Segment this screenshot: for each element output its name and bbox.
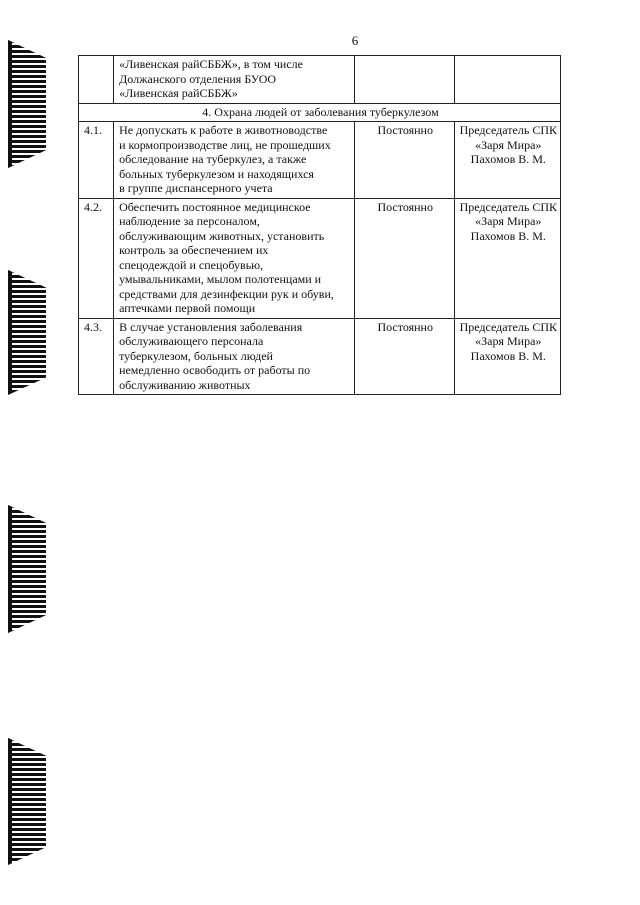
responsible-line: Пахомов В. М. bbox=[470, 152, 546, 166]
responsible-line: Председатель СПК bbox=[459, 199, 557, 214]
term-cell: Постоянно bbox=[354, 122, 454, 199]
responsible-cell bbox=[454, 318, 560, 395]
action-line: средствами для дезинфекции рук и обуви, bbox=[119, 286, 334, 301]
action-line: обследование на туберкулез, а также bbox=[119, 152, 307, 166]
responsible-cell bbox=[454, 198, 560, 318]
action-line: Обеспечить постоянное медицинское bbox=[119, 199, 311, 214]
responsible-line: «Заря Мира» bbox=[475, 137, 542, 152]
responsible-line: «Заря Мира» bbox=[475, 214, 542, 228]
action-line: контроль за обеспечением их bbox=[119, 243, 269, 257]
scan-mark-2 bbox=[8, 270, 46, 395]
action-line: обслуживанию животных bbox=[119, 377, 251, 392]
term-cell: Постоянно bbox=[354, 198, 454, 318]
action-cell bbox=[114, 122, 355, 199]
action-line: умывальниками, мылом полотенцами и bbox=[119, 272, 322, 286]
action-line: спецодеждой и спецобувью, bbox=[119, 257, 264, 272]
responsible-line: Председатель СПК bbox=[459, 319, 557, 334]
table-row bbox=[79, 198, 561, 318]
table-row bbox=[79, 56, 561, 104]
action-line: и кормопроизводстве лиц, не прошедших bbox=[119, 137, 331, 152]
scan-mark-1 bbox=[8, 40, 46, 168]
responsible-cell bbox=[454, 122, 560, 199]
scan-mark-3 bbox=[8, 505, 46, 633]
action-line: Должанского отделения БУОО bbox=[119, 71, 277, 86]
term-cell bbox=[354, 56, 454, 104]
table-row bbox=[79, 318, 561, 395]
responsible-cell bbox=[454, 56, 560, 104]
action-line: «Ливенская райСББЖ», в том числе bbox=[119, 57, 303, 71]
responsible-line: Пахомов В. М. bbox=[470, 228, 546, 243]
action-cell bbox=[114, 318, 355, 395]
action-line: Не допускать к работе в животноводстве bbox=[119, 123, 328, 137]
action-line: аптечками первой помощи bbox=[119, 301, 256, 315]
num-cell: 4.1. bbox=[79, 122, 114, 199]
num-cell: 4.2. bbox=[79, 198, 114, 318]
responsible-line: Председатель СПК bbox=[459, 123, 557, 137]
action-line: наблюдение за персоналом, bbox=[119, 214, 260, 228]
num-cell: 4.3. bbox=[79, 318, 114, 395]
action-line: обслуживающего персонала bbox=[119, 334, 264, 348]
action-line: «Ливенская райСББЖ» bbox=[119, 86, 238, 100]
table-row bbox=[79, 122, 561, 199]
action-cell bbox=[114, 56, 355, 104]
action-line: обслуживающим животных, установить bbox=[119, 228, 325, 243]
action-line: туберкулезом, больных людей bbox=[119, 348, 273, 363]
page-number: 6 bbox=[351, 33, 359, 48]
measures-table bbox=[78, 55, 561, 395]
num-cell bbox=[79, 56, 114, 104]
action-line: немедленно освободить от работы по bbox=[119, 363, 311, 377]
action-line: В случае установления заболевания bbox=[119, 319, 303, 334]
responsible-line: «Заря Мира» bbox=[475, 334, 542, 348]
scan-mark-4 bbox=[8, 738, 46, 865]
action-line: больных туберкулезом и находящихся bbox=[119, 166, 314, 181]
action-cell bbox=[114, 198, 355, 318]
section-title: 4. Охрана людей от заболевания туберкулезом bbox=[79, 103, 561, 122]
term-cell: Постоянно bbox=[354, 318, 454, 395]
responsible-line: Пахомов В. М. bbox=[470, 348, 546, 363]
section-row bbox=[79, 103, 561, 122]
action-line: в группе диспансерного учета bbox=[119, 181, 273, 195]
